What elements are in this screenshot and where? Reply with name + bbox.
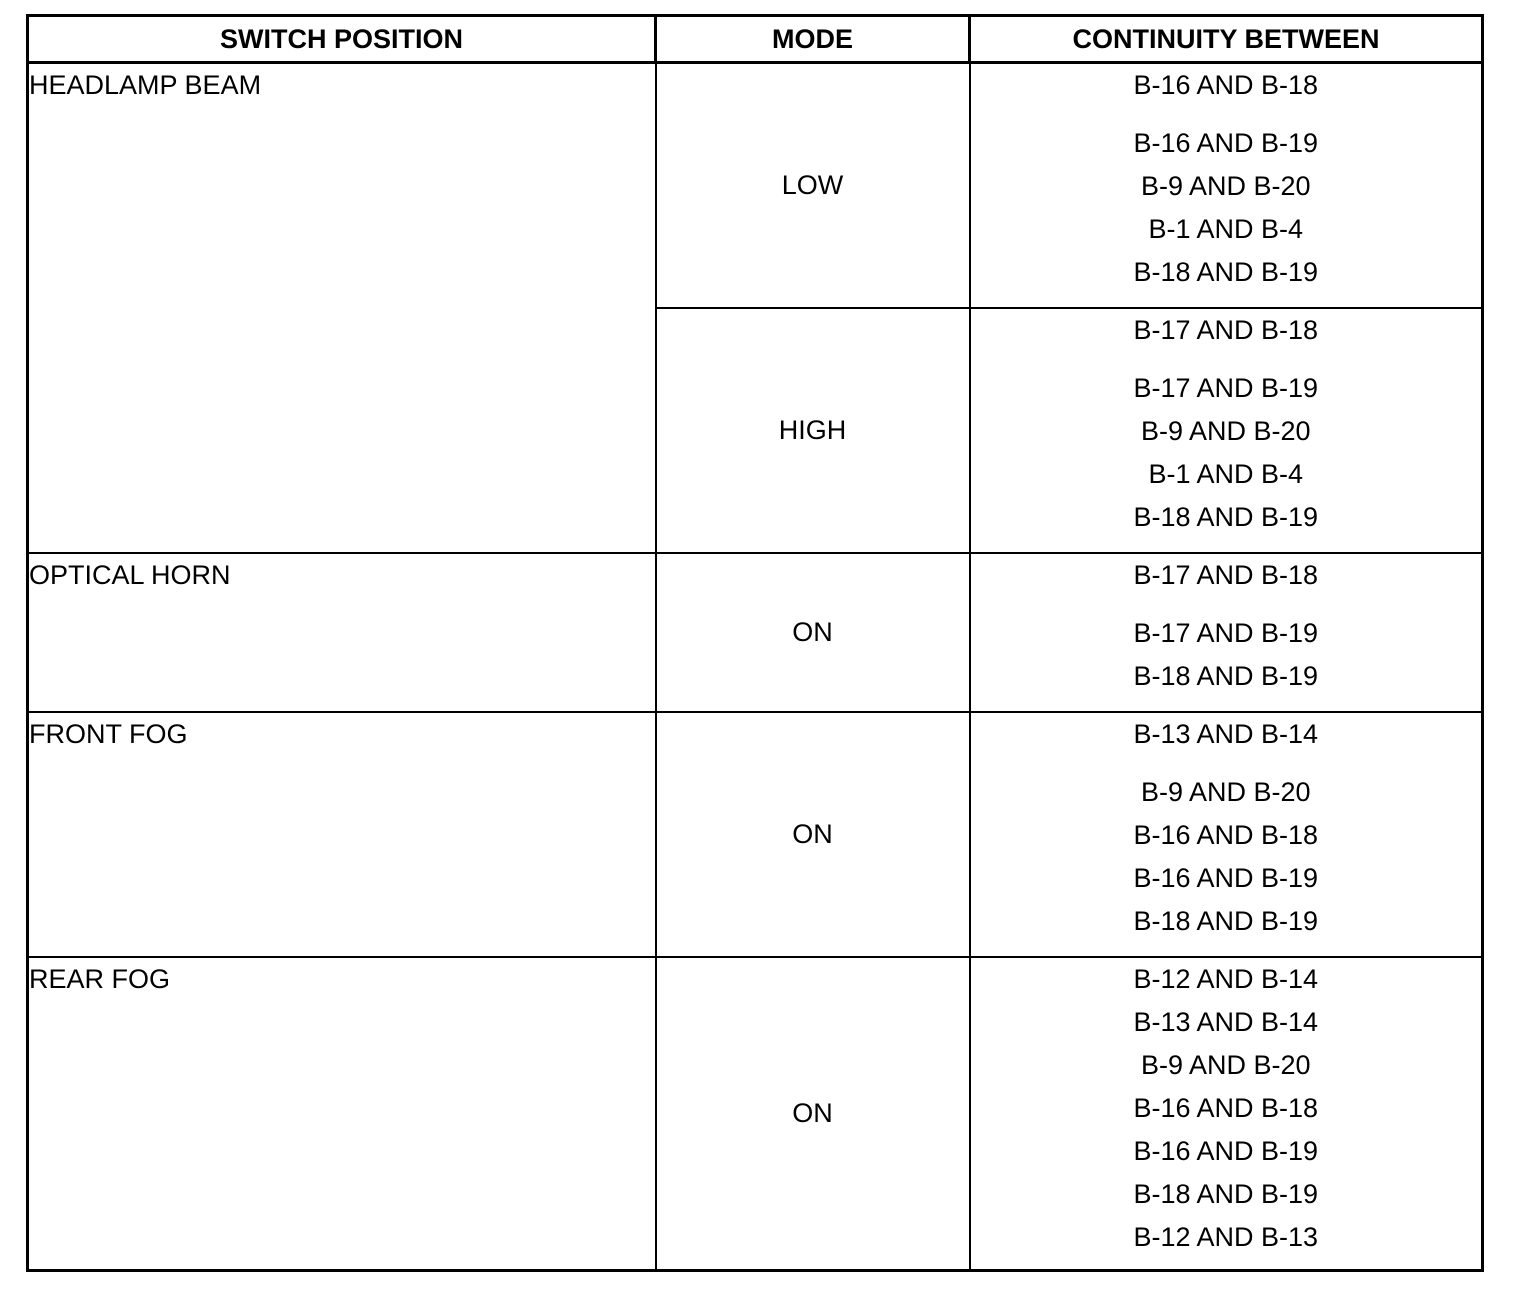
mode-rear-fog: ON bbox=[656, 957, 970, 1271]
continuity-item: B-16 AND B-18 bbox=[1133, 1092, 1319, 1123]
continuity-item: B-17 AND B-19 bbox=[1133, 372, 1319, 403]
continuity-item: B-9 AND B-20 bbox=[1140, 171, 1311, 201]
continuity-item: B-9 AND B-20 bbox=[1140, 415, 1311, 446]
table-row-headlamp-low bbox=[28, 63, 1483, 308]
continuity-item: B-18 AND B-19 bbox=[1133, 501, 1319, 532]
continuity-item: B-9 AND B-20 bbox=[1140, 1049, 1311, 1080]
continuity-item: B-17 AND B-18 bbox=[1133, 314, 1319, 345]
mode-optical-horn: ON bbox=[656, 553, 970, 712]
header-mode: MODE bbox=[656, 16, 970, 63]
continuity-item: B-17 AND B-19 bbox=[1133, 617, 1319, 648]
switch-continuity-table bbox=[26, 14, 1484, 1272]
continuity-item: B-12 AND B-13 bbox=[1133, 1221, 1319, 1252]
continuity-item: B-13 AND B-14 bbox=[1133, 1006, 1319, 1037]
position-headlamp-beam: HEADLAMP BEAM bbox=[28, 63, 656, 553]
position-optical-horn: OPTICAL HORN bbox=[28, 553, 656, 712]
position-rear-fog: REAR FOG bbox=[28, 957, 656, 1271]
continuity-item: B-1 AND B-4 bbox=[1148, 214, 1304, 244]
mode-headlamp-low: LOW bbox=[656, 63, 970, 308]
continuity-item: B-18 AND B-19 bbox=[1133, 660, 1319, 691]
header-switch-position: SWITCH POSITION bbox=[28, 16, 656, 63]
position-front-fog: FRONT FOG bbox=[28, 712, 656, 957]
continuity-headlamp-high bbox=[970, 308, 1483, 553]
continuity-front-fog bbox=[970, 712, 1483, 957]
table-row-optical-horn bbox=[28, 553, 1483, 712]
continuity-table-container bbox=[26, 14, 1481, 1272]
continuity-item: B-18 AND B-19 bbox=[1133, 257, 1319, 287]
continuity-item: B-18 AND B-19 bbox=[1133, 905, 1319, 936]
header-row bbox=[28, 16, 1483, 63]
continuity-item: B-17 AND B-18 bbox=[1133, 559, 1319, 590]
header-continuity-between: CONTINUITY BETWEEN bbox=[970, 16, 1483, 63]
continuity-item: B-16 AND B-18 bbox=[1133, 70, 1319, 100]
continuity-rear-fog bbox=[970, 957, 1483, 1271]
continuity-item: B-18 AND B-19 bbox=[1133, 1178, 1319, 1209]
continuity-headlamp-low bbox=[970, 63, 1483, 308]
table-row-rear-fog bbox=[28, 957, 1483, 1271]
continuity-item: B-12 AND B-14 bbox=[1133, 963, 1319, 994]
continuity-item: B-16 AND B-18 bbox=[1133, 819, 1319, 850]
continuity-item: B-16 AND B-19 bbox=[1133, 862, 1319, 893]
continuity-optical-horn bbox=[970, 553, 1483, 712]
continuity-item: B-1 AND B-4 bbox=[1148, 458, 1304, 489]
table-row-front-fog bbox=[28, 712, 1483, 957]
continuity-item: B-9 AND B-20 bbox=[1140, 776, 1311, 807]
continuity-item: B-13 AND B-14 bbox=[1133, 718, 1319, 749]
mode-front-fog: ON bbox=[656, 712, 970, 957]
mode-headlamp-high: HIGH bbox=[656, 308, 970, 553]
continuity-item: B-16 AND B-19 bbox=[1133, 1135, 1319, 1166]
continuity-item: B-16 AND B-19 bbox=[1133, 128, 1319, 158]
